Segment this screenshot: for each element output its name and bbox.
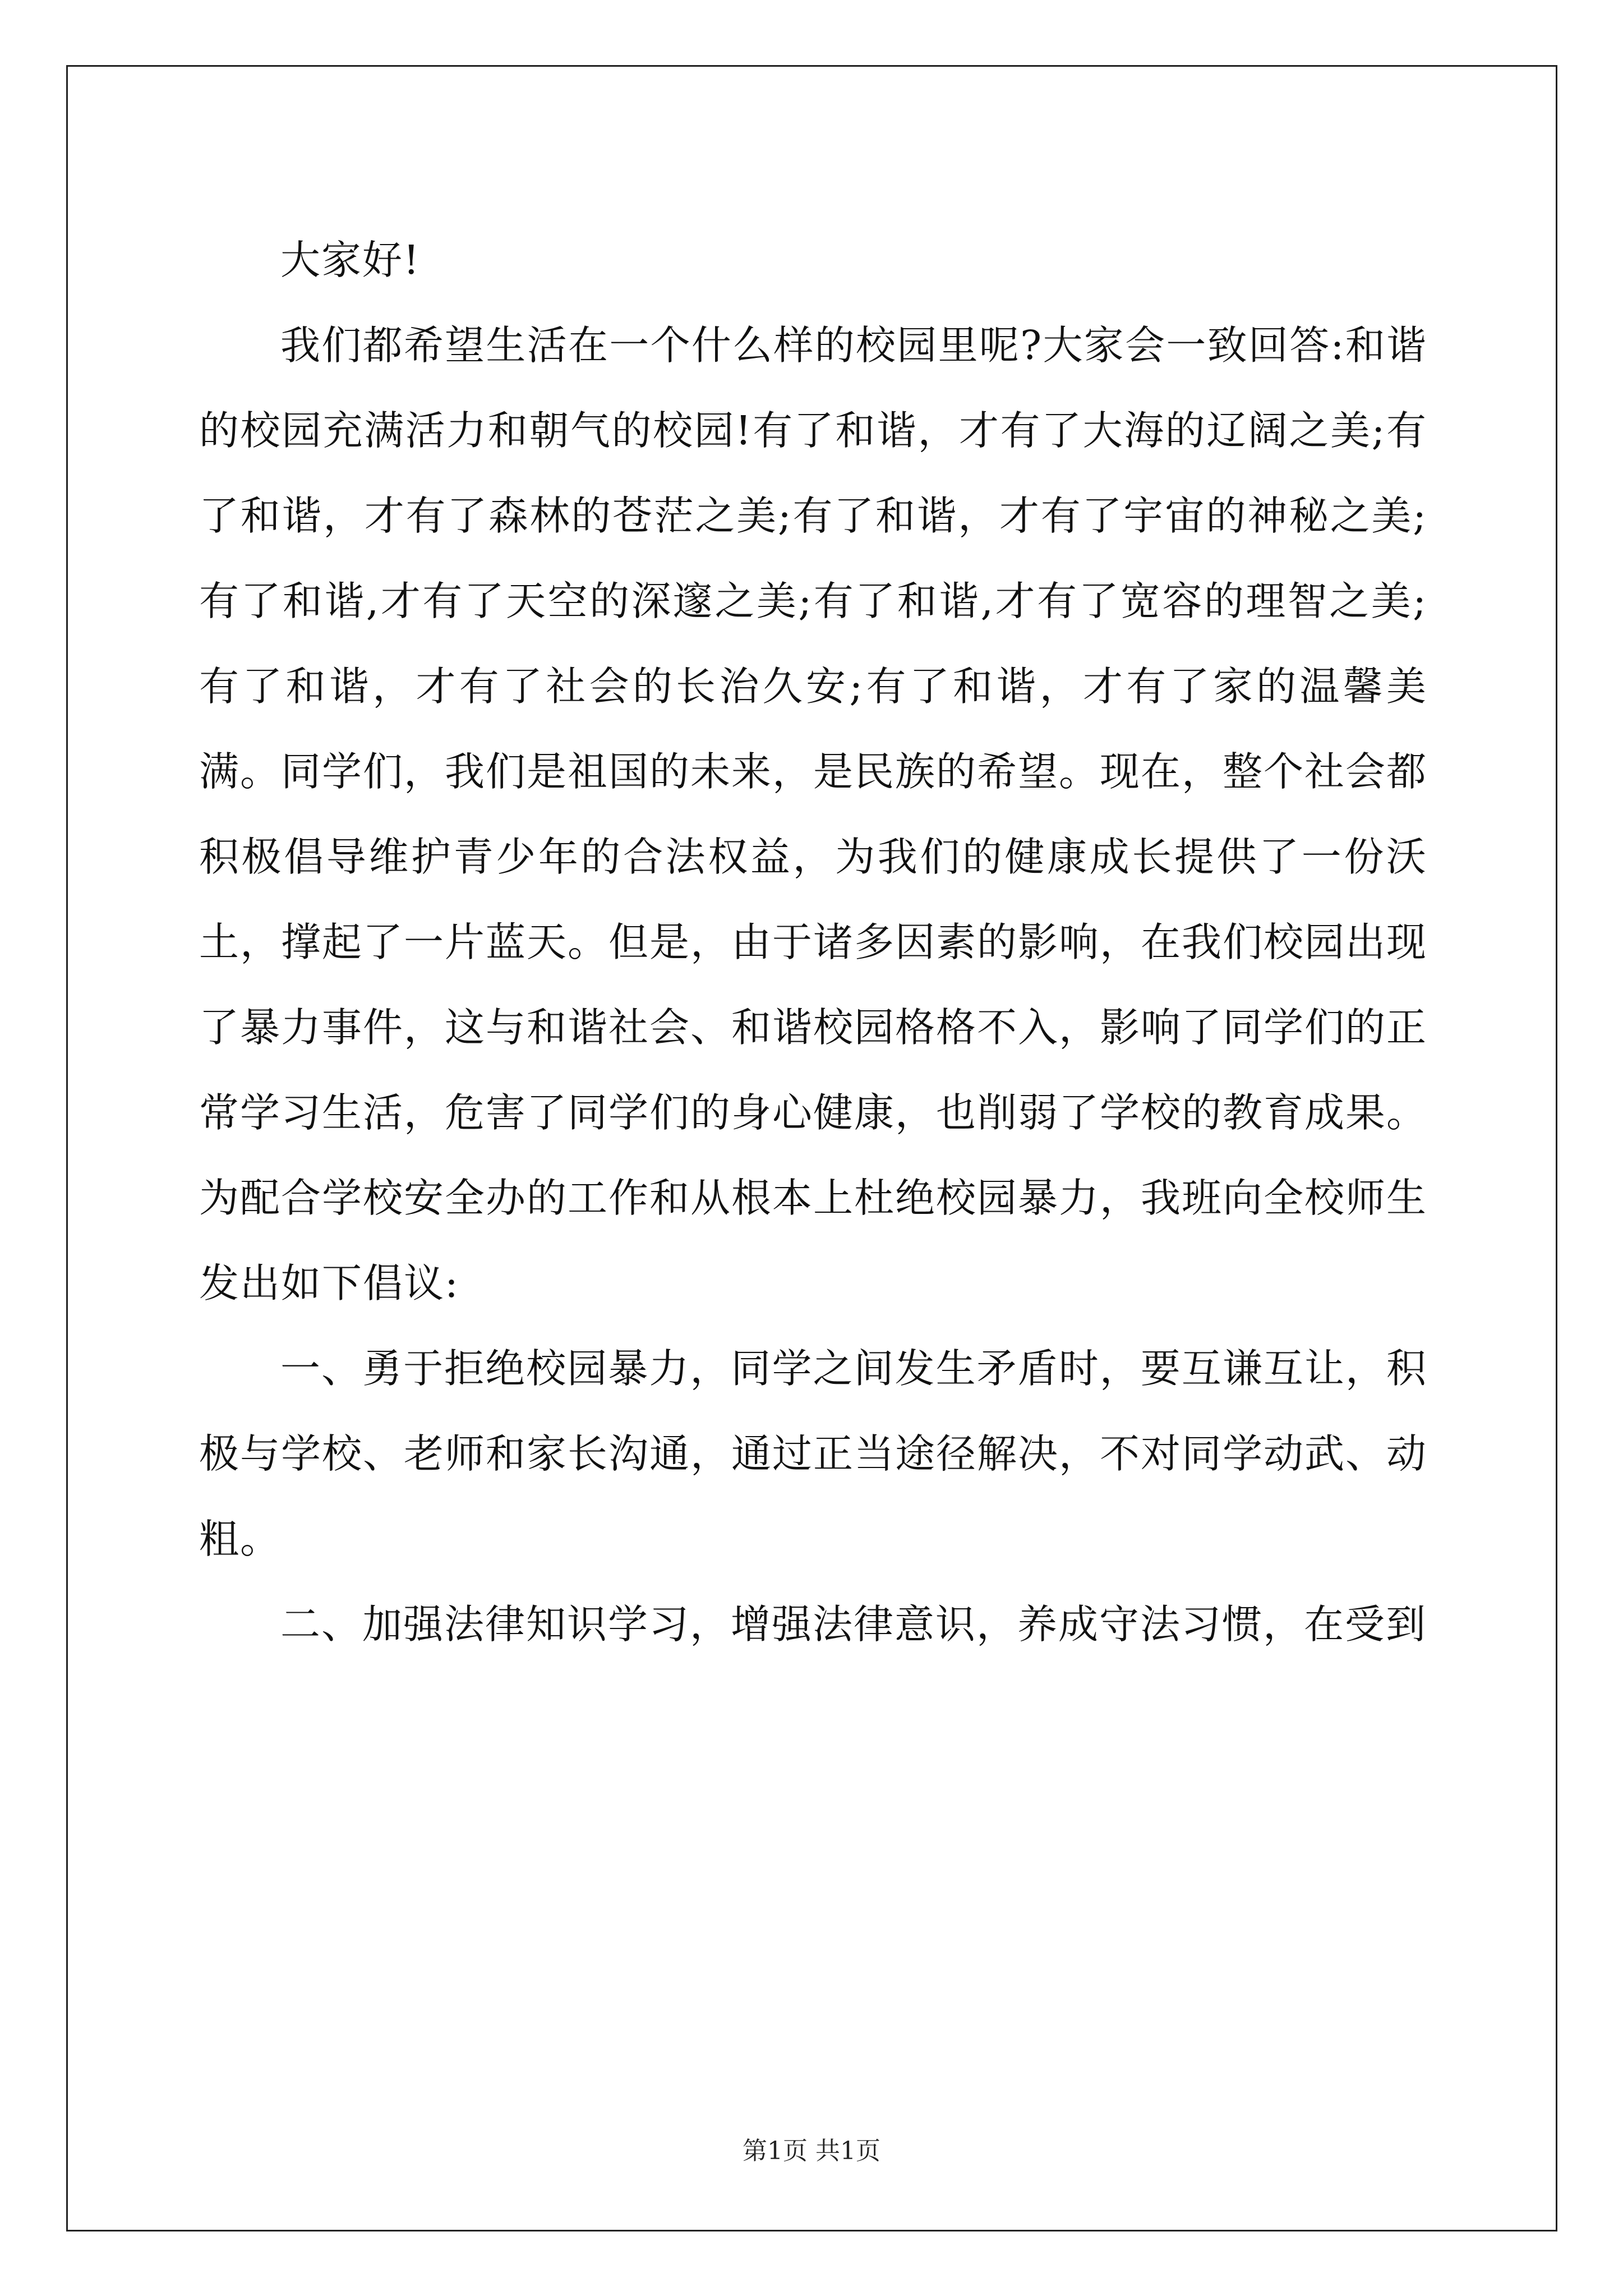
paragraph-proposal-2: 二、加强法律知识学习，增强法律意识，养成守法习惯，在受到 [280,1601,1427,1648]
paragraph-main: 我们都希望生活在一个什么样的校园里呢?大家会一致回答:和谐的校园充满活力和朝气的校园!有了和谐，才有了大海的辽阔之美;有了和谐，才有了森林的苍茫之美;有了和谐，才有了宇宙的神秘之美;有了和谐,才有了天空的深邃之美;有了和谐,才有了宽容的理智之美;有了和谐，才有了社会的长治久安;有了和谐，才有了家的温馨美满。同学们，我们是祖国的未来，是民族的希望。现在，整个社会都积极倡导维护青少年的合法权益，为我们的健康成长提供了一份沃土，撑起了一片蓝天。但是，由于诸多因素的影响，在我们校园出现了暴力事件，这与和谐社会、和谐校园格格不入，影响了同学们的正常学习生活，危害了同学们的身心健康，也削弱了学校的教育成果。为配合学校安全办的工作和从根本上杜绝校园暴力，我班向全校师生发出如下倡议: [199,322,1428,1306]
paragraph-proposal-1: 一、勇于拒绝校园暴力，同学之间发生矛盾时，要互谦互让，积极与学校、老师和家长沟通，通过正当途径解决，不对同学动武、动粗。 [199,1345,1428,1562]
document-body [199,218,1427,1667]
paragraph-greeting: 大家好! [280,237,421,283]
page-footer: 第1页 共1页 [743,2137,880,2165]
